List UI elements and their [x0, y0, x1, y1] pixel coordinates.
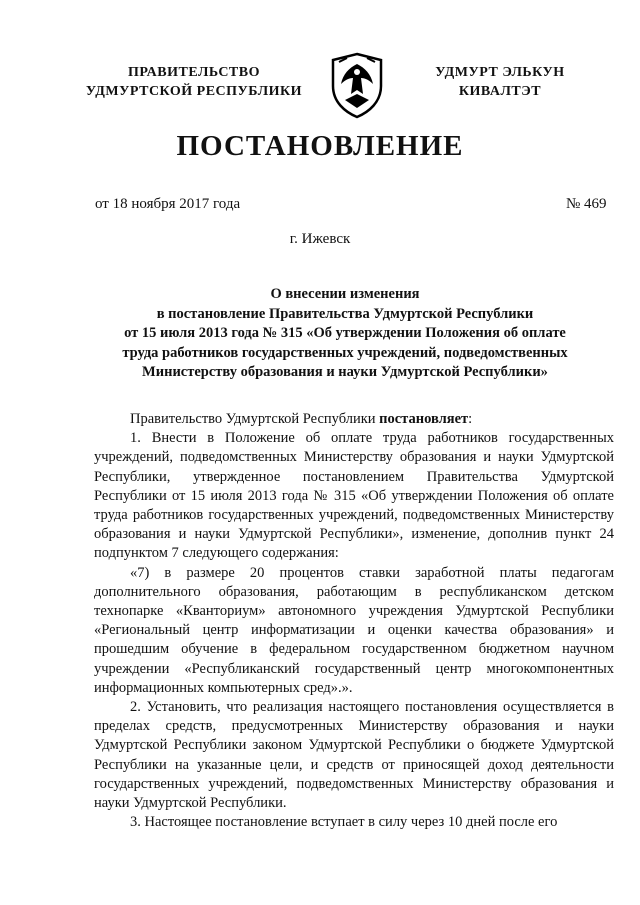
intro-bold: постановляет: [379, 411, 469, 427]
header-left-line2: УДМУРТСКОЙ РЕСПУБЛИКИ: [85, 84, 303, 99]
subject-line: Министерству образования и науки Удмуртской Республики»: [142, 364, 548, 380]
subject-line: в постановление Правительства Удмуртской Республики: [156, 305, 534, 322]
subject-line: О внесении изменения: [270, 286, 420, 302]
intro-paragraph: [94, 410, 614, 429]
header-right-line2: КИВАЛТЭТ: [458, 84, 542, 99]
subject-line: от 15 июля 2013 года № 315 «Об утверждении Положения об оплате: [124, 325, 566, 341]
paragraph-2: 2. Установить, что реализация настоящего постановления осуществляется в пределах средств, предусмотренных Министерству образования и науки Удмуртской Республики законом Удмуртской Республики о бюджете Удмуртской Республики на указанные цели, и средств от приносящей доход деятельности государственных учреждений, подведомственных Министерству образования и науки Удмуртской Республики.: [94, 699, 614, 812]
paragraph-1-quote: «7) в размере 20 процентов ставки заработной платы педагогам дополнительного образования, работающим в республиканском детском технопарке «Кванториум» автономного учреждения Удмуртской Республики «Региональный центр информатизации и оценки качества образования» и прошедшим обучение в федеральном государственном бюджетном научном учреждении «Республиканский государственный центр многокомпонентных информационных компьютерных сред».».: [94, 564, 614, 696]
paragraph-3: 3. Настоящее постановление вступает в силу через 10 дней после его: [130, 814, 558, 831]
coat-of-arms-icon: [325, 50, 389, 120]
header-left-line1: ПРАВИТЕЛЬСТВО: [128, 65, 260, 80]
document-body: [94, 410, 614, 832]
header-left: [74, 63, 314, 101]
document-subject: [95, 285, 595, 383]
document-number: № 469: [566, 196, 607, 212]
document-city: г. Ижевск: [289, 231, 351, 247]
header-right: [420, 63, 580, 101]
subject-line: труда работников государственных учреждений, подведомственных: [122, 344, 568, 361]
document-title: ПОСТАНОВЛЕНИЕ: [176, 130, 464, 162]
intro-text: Правительство Удмуртской Республики: [130, 411, 380, 427]
paragraph-1: 1. Внести в Положение об оплате труда работников государственных учреждений, подведомственных Министерству образования и науки Удмуртской Республики, утвержденное постановлением Правительства Удмуртской Республики от 15 июля 2013 года № 315 «Об утверждении Положения об оплате труда работников государственных учреждений, подведомственных Министерству образования и науки Удмуртской Республики», изменение, дополнив пункт 24 подпунктом 7 следующего содержания:: [94, 430, 614, 562]
document-date: от 18 ноября 2017 года: [95, 196, 241, 212]
intro-end: :: [468, 411, 473, 427]
header-right-line1: УДМУРТ ЭЛЬКУН: [435, 65, 565, 80]
